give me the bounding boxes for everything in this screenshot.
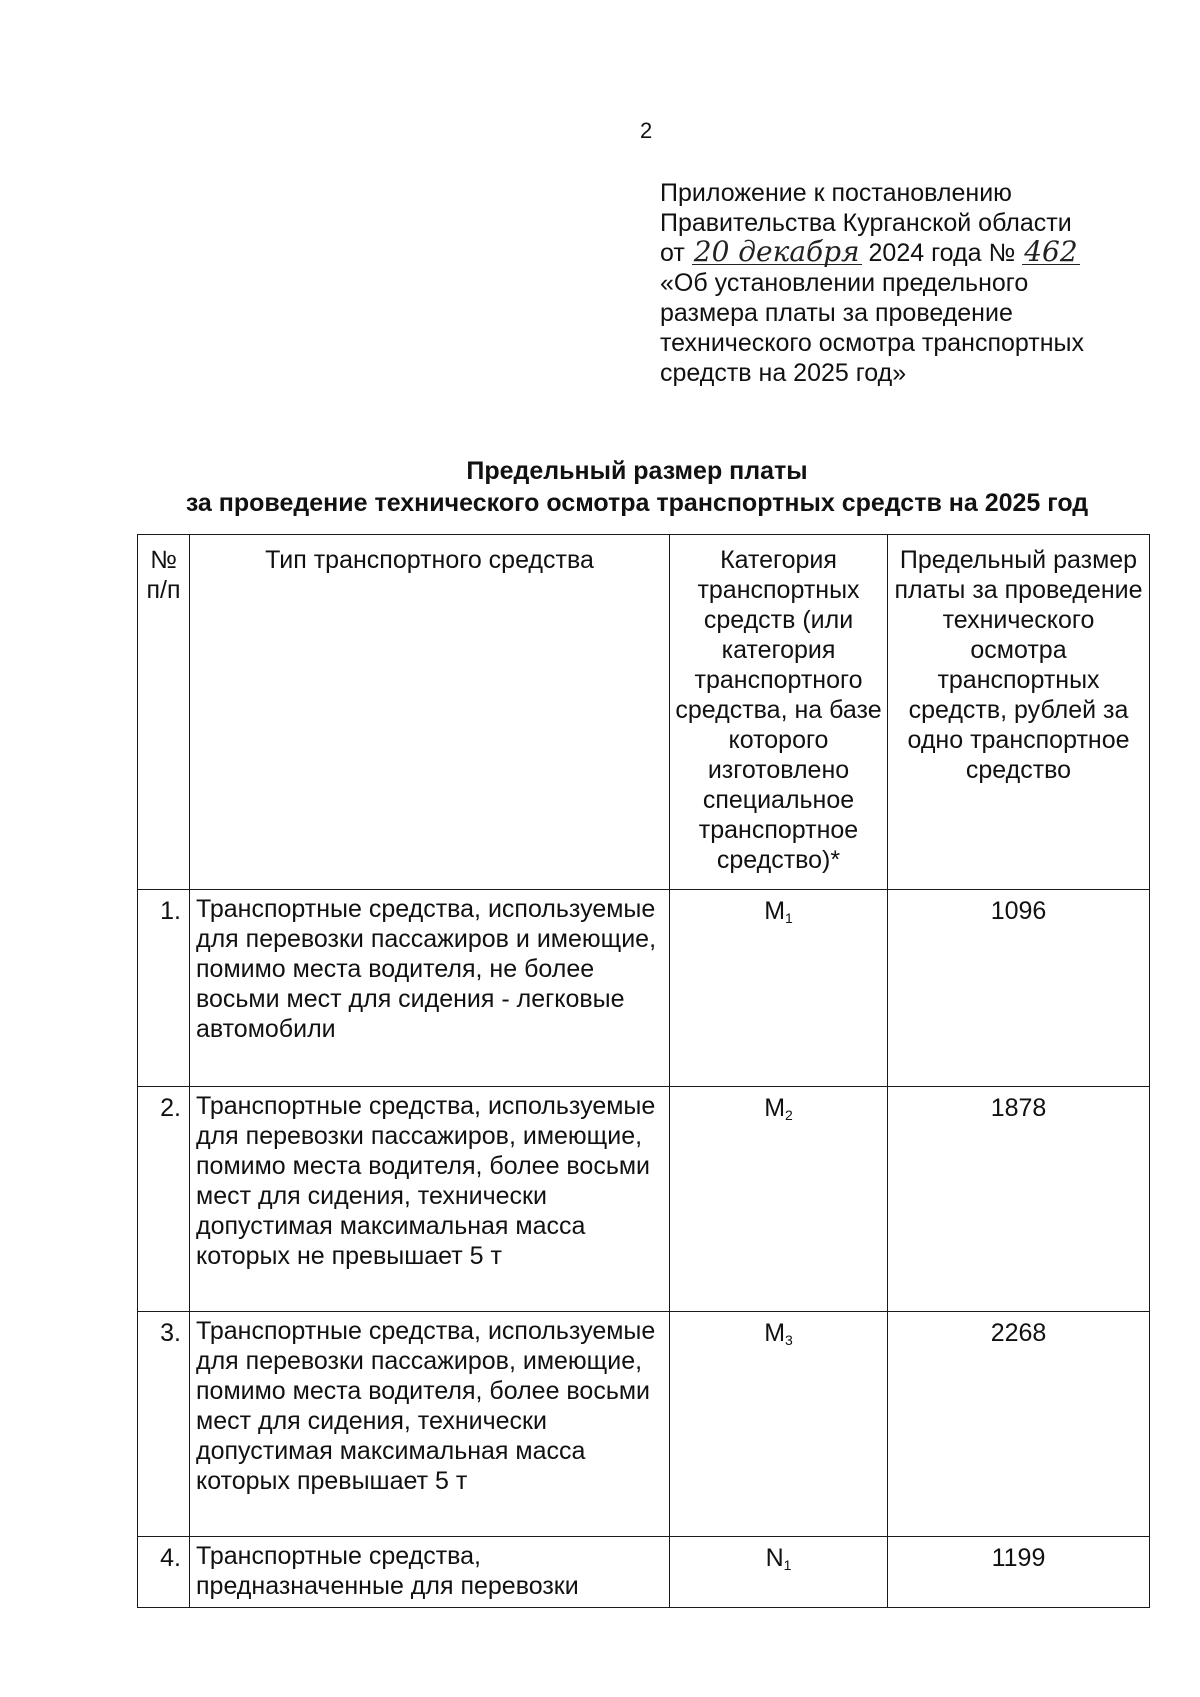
title-line-2: за проведение технического осмотра транспортных средств на 2025 год	[185, 489, 1089, 517]
document-title	[137, 455, 1137, 519]
category-letter: M	[764, 1319, 786, 1347]
annex-date-line	[660, 235, 1120, 268]
title-line-1: Предельный размер платы	[466, 457, 808, 485]
fee-table	[137, 534, 1150, 1608]
category-letter: M	[764, 1094, 786, 1122]
row-fee: 1199	[888, 1537, 1150, 1608]
annex-line: Правительства Курганской области	[660, 209, 1072, 237]
category-subscript: 3	[785, 1332, 793, 1348]
row-num: 4.	[138, 1537, 190, 1608]
annex-line: Приложение к постановлению	[660, 179, 1012, 207]
category-subscript: 1	[785, 910, 793, 926]
page-number: 2	[640, 118, 653, 143]
row-type: Транспортные средства, используемые для перевозки пассажиров и имеющие, помимо места водителя, не более восьми мест для сидения - легковые автомобили	[190, 890, 670, 1087]
handwritten-number: 462	[1024, 235, 1078, 268]
row-fee: 1878	[888, 1087, 1150, 1312]
annex-date-prefix: от	[660, 239, 685, 267]
annex-line: средств на 2025 год»	[660, 359, 907, 387]
header-fee: Предельный размер платы за проведение технического осмотра транспортных средств, рублей за одно транспортное средство	[888, 535, 1150, 890]
row-num: 2.	[138, 1087, 190, 1312]
annex-line: размера платы за проведение	[660, 299, 1013, 327]
table-row	[138, 890, 1150, 1087]
row-type: Транспортные средства, предназначенные для перевозки	[190, 1537, 670, 1608]
row-num: 3.	[138, 1312, 190, 1537]
row-fee: 2268	[888, 1312, 1150, 1537]
annex-note	[660, 178, 1120, 388]
row-category	[670, 1537, 888, 1608]
table-row	[138, 1312, 1150, 1537]
row-type: Транспортные средства, используемые для перевозки пассажиров, имеющие, помимо места водителя, более восьми мест для сидения, технически допустимая максимальная масса которых превышает 5 т	[190, 1312, 670, 1537]
table-row	[138, 1537, 1150, 1608]
category-subscript: 2	[785, 1107, 793, 1123]
handwritten-date: 20 декабря	[693, 235, 860, 268]
row-num: 1.	[138, 890, 190, 1087]
category-letter: N	[765, 1544, 784, 1572]
row-fee: 1096	[888, 890, 1150, 1087]
annex-line: технического осмотра транспортных	[660, 329, 1084, 357]
row-category	[670, 1312, 888, 1537]
annex-line: «Об установлении предельного	[660, 269, 1029, 297]
table-row	[138, 1087, 1150, 1312]
category-subscript: 1	[783, 1557, 792, 1573]
header-type: Тип транспортного средства	[190, 535, 670, 890]
row-type: Транспортные средства, используемые для перевозки пассажиров, имеющие, помимо места водителя, более восьми мест для сидения, технически допустимая максимальная масса которых не превышает 5 т	[190, 1087, 670, 1312]
annex-year-label: 2024 года №	[868, 239, 1016, 267]
table-header-row	[138, 535, 1150, 890]
header-category: Категория транспортных средств (или категория транспортного средства, на базе которого изготовлено специальное транспортное средство)*	[670, 535, 888, 890]
category-letter: M	[764, 897, 786, 925]
row-category	[670, 890, 888, 1087]
row-category	[670, 1087, 888, 1312]
header-num: № п/п	[138, 535, 190, 890]
